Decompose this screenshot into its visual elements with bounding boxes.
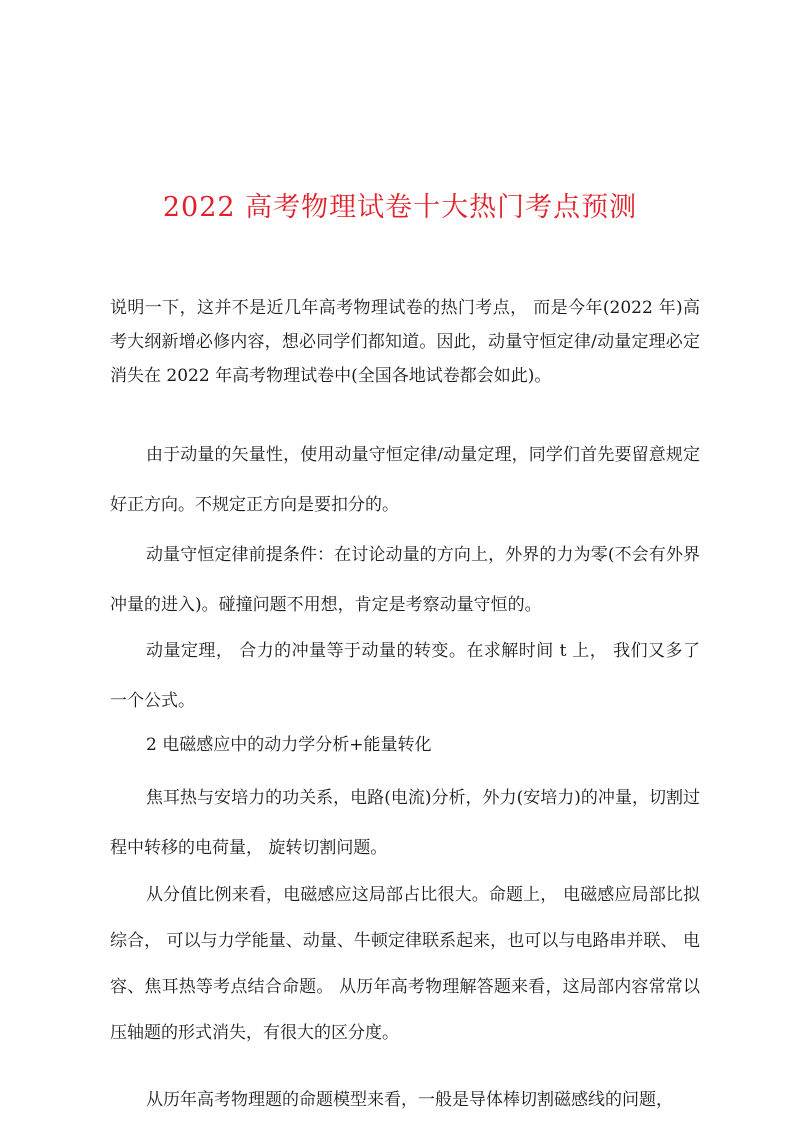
document-title: 2022 高考物理试卷十大热门考点预测 [162, 192, 638, 223]
paragraph-model: 从历年高考物理题的命题模型来看，一般是导体棒切割磁感线的问题， [146, 1090, 673, 1110]
paragraph-vector: 由于动量的矢量性，使用动量守恒定律/动量定理，同学们首先要留意规定好正方向。不规定正方向是要扣分的。 [110, 445, 700, 515]
section-heading-electromagnetic-induction: 2 电磁感应中的动力学分析+能量转化 [146, 735, 432, 755]
paragraph-momentum-theorem: 动量定理， 合力的冲量等于动量的转变。在求解时间 t 上， 我们又多了一个公式。 [110, 641, 700, 711]
paragraph-score-proportion: 从分值比例来看，电磁感应这局部占比很大。命题上， 电磁感应局部比拟综合， 可以与力学能量、动量、牛顿定律联系起来，也可以与电路串并联、 电容、焦耳热等考点结合命题。 从历年高考物理解答题来看，这局部内容常常以压轴题的形式消失，有很大的区分度。 [110, 885, 700, 1043]
paragraph-conservation-condition: 动量守恒定律前提条件：在讨论动量的方向上，外界的力为零(不会有外界冲量的进入)。碰撞问题不用想，肯定是考察动量守恒的。 [110, 545, 700, 615]
paragraph-joule-heat: 焦耳热与安培力的功关系，电路(电流)分析，外力(安培力)的冲量，切割过程中转移的电荷量， 旋转切割问题。 [110, 788, 700, 858]
paragraph-intro: 说明一下，这并不是近几年高考物理试卷的热门考点， 而是今年(2022 年)高考大纲新增必修内容，想必同学们都知道。因此，动量守恒定律/动量定理必定消失在 2022 年高考物理试卷中(全国各地试卷都会如此)。 [110, 298, 700, 386]
